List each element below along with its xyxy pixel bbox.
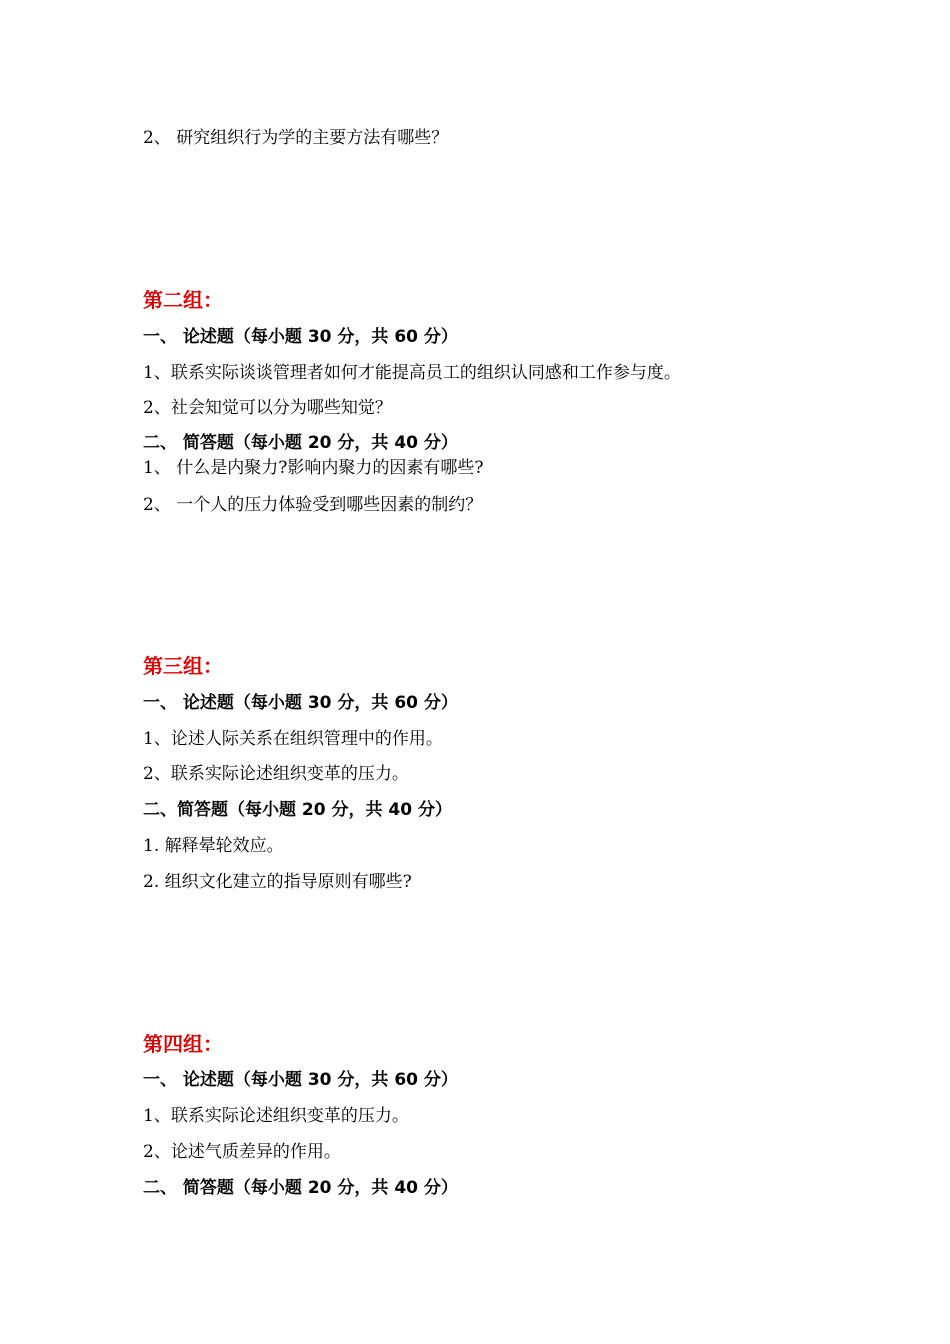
question-item: 2、 一个人的压力体验受到哪些因素的制约？ <box>143 495 483 515</box>
section-heading: 二、简答题（每小题 20 分，共 40 分） <box>143 800 452 820</box>
question-item: 1、 什么是内聚力?影响内聚力的因素有哪些? <box>143 458 484 478</box>
section-heading: 一、 论述题（每小题 30 分，共 60 分） <box>143 327 458 347</box>
question-item: 1、联系实际谈谈管理者如何才能提高员工的组织认同感和工作参与度。 <box>143 363 681 383</box>
section-heading: 二、 简答题（每小题 20 分，共 40 分） <box>143 433 458 453</box>
group-title: 第三组： <box>143 654 223 678</box>
question-item: 2、联系实际论述组织变革的压力。 <box>143 764 409 784</box>
question-item: 2. 组织文化建立的指导原则有哪些? <box>143 872 412 892</box>
section-heading: 一、 论述题（每小题 30 分，共 60 分） <box>143 693 458 713</box>
question-item: 1、联系实际论述组织变革的压力。 <box>143 1106 409 1126</box>
question-item: 2、论述气质差异的作用。 <box>143 1142 341 1162</box>
group-title: 第四组： <box>143 1032 223 1056</box>
question-item: 1、论述人际关系在组织管理中的作用。 <box>143 729 443 749</box>
section-heading: 二、 简答题（每小题 20 分，共 40 分） <box>143 1178 458 1198</box>
group-title: 第二组： <box>143 288 223 312</box>
question-item: 2、 研究组织行为学的主要方法有哪些？ <box>143 128 449 148</box>
section-heading: 一、 论述题（每小题 30 分，共 60 分） <box>143 1070 458 1090</box>
question-item: 2、社会知觉可以分为哪些知觉？ <box>143 398 392 418</box>
question-item: 1. 解释晕轮效应。 <box>143 836 284 856</box>
